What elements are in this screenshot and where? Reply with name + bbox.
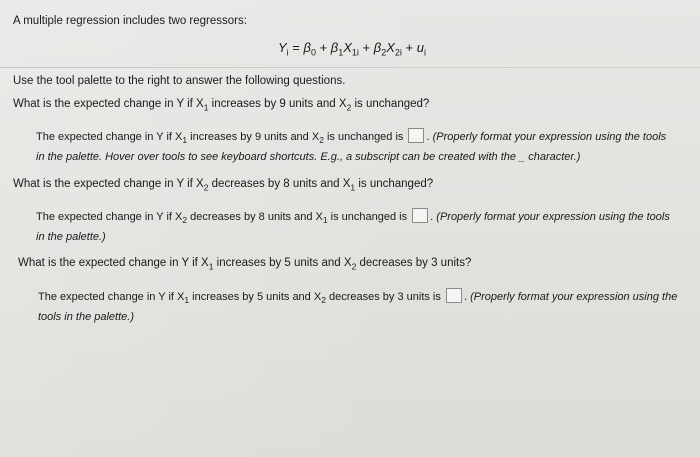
question-3 bbox=[18, 256, 471, 273]
q3-text-c: decreases by 3 units? bbox=[356, 257, 472, 269]
a2-text-c: is unchanged is bbox=[327, 211, 408, 223]
eq-beta2: β bbox=[373, 40, 382, 55]
q3-sub-2: 2 bbox=[351, 261, 357, 272]
answer-1-input[interactable] bbox=[408, 128, 424, 143]
a3-text-a: The expected change in Y if X bbox=[38, 291, 185, 303]
q2-sub-1: 2 bbox=[203, 182, 209, 193]
q2-text-b: decreases by 8 units and X bbox=[208, 178, 351, 190]
q1-sub-1: 1 bbox=[203, 102, 209, 113]
eq-u: u bbox=[416, 40, 424, 55]
a1-hint: (Properly format your expression using the tools in the palette. Hover over tools to see keyboard shortcuts. E.g., a subscript can be created with the _ character.) bbox=[36, 131, 667, 164]
eq-equals: = bbox=[288, 40, 304, 55]
eq-plus-2: + bbox=[358, 40, 374, 55]
q2-text-a: What is the expected change in Y if X bbox=[13, 178, 204, 190]
q3-sub-1: 1 bbox=[208, 261, 214, 272]
a1-dot: . bbox=[426, 131, 430, 143]
a2-text-a: The expected change in Y if X bbox=[36, 211, 183, 223]
eq-plus-3: + bbox=[401, 40, 417, 55]
a2-sub-2: 1 bbox=[322, 215, 328, 226]
a2-text-b: decreases by 8 units and X bbox=[187, 211, 323, 223]
q3-text-b: increases by 5 units and X bbox=[213, 257, 352, 269]
q1-text-c: is unchanged? bbox=[351, 98, 430, 110]
answer-1 bbox=[36, 128, 676, 166]
instruction-text: Use the tool palette to the right to answer the following questions. bbox=[13, 75, 346, 87]
eq-x1: X bbox=[343, 40, 352, 55]
eq-beta2-sub: 2 bbox=[381, 47, 387, 58]
a3-sub-1: 1 bbox=[184, 295, 190, 306]
a3-text-c: decreases by 3 units is bbox=[325, 291, 441, 303]
eq-y-sub: i bbox=[286, 47, 289, 58]
answer-3 bbox=[38, 288, 678, 326]
answer-3-input[interactable] bbox=[446, 288, 462, 303]
regression-equation bbox=[278, 40, 426, 61]
a3-text-b: increases by 5 units and X bbox=[189, 291, 322, 303]
question-1 bbox=[13, 97, 429, 114]
eq-y: Y bbox=[278, 40, 287, 55]
eq-beta0: β bbox=[303, 40, 311, 55]
a3-dot: . bbox=[463, 291, 467, 303]
a3-sub-2: 2 bbox=[321, 295, 326, 306]
eq-u-sub: i bbox=[423, 47, 426, 58]
eq-plus-1: + bbox=[315, 40, 331, 55]
q2-sub-2: 1 bbox=[350, 182, 356, 193]
a2-dot: . bbox=[430, 211, 434, 223]
q2-text-c: is unchanged? bbox=[355, 178, 434, 190]
a2-sub-1: 2 bbox=[182, 215, 188, 226]
a1-sub-1: 1 bbox=[182, 135, 188, 146]
eq-x1-sub: 1i bbox=[351, 47, 359, 58]
eq-beta1: β bbox=[330, 40, 339, 55]
eq-x2-sub: 2i bbox=[394, 47, 402, 58]
q1-text-b: increases by 9 units and X bbox=[208, 98, 347, 110]
a1-text-c: is unchanged is bbox=[323, 131, 404, 143]
a1-sub-2: 2 bbox=[319, 135, 324, 146]
a1-text-b: increases by 9 units and X bbox=[187, 131, 320, 143]
answer-2 bbox=[36, 208, 676, 246]
eq-beta0-sub: 0 bbox=[310, 47, 316, 58]
q1-text-a: What is the expected change in Y if X bbox=[13, 98, 204, 110]
eq-beta1-sub: 1 bbox=[338, 47, 344, 58]
intro-text: A multiple regression includes two regressors: bbox=[13, 15, 247, 27]
answer-2-input[interactable] bbox=[412, 208, 428, 223]
a2-hint: (Properly format your expression using the tools in the palette.) bbox=[36, 211, 670, 244]
a1-text-a: The expected change in Y if X bbox=[36, 131, 183, 143]
question-2 bbox=[13, 177, 433, 194]
q1-sub-2: 2 bbox=[346, 102, 352, 113]
divider bbox=[0, 67, 700, 68]
eq-x2: X bbox=[386, 40, 395, 55]
a3-hint: (Properly format your expression using the tools in the palette.) bbox=[38, 291, 678, 324]
q3-text-a: What is the expected change in Y if X bbox=[18, 257, 209, 269]
